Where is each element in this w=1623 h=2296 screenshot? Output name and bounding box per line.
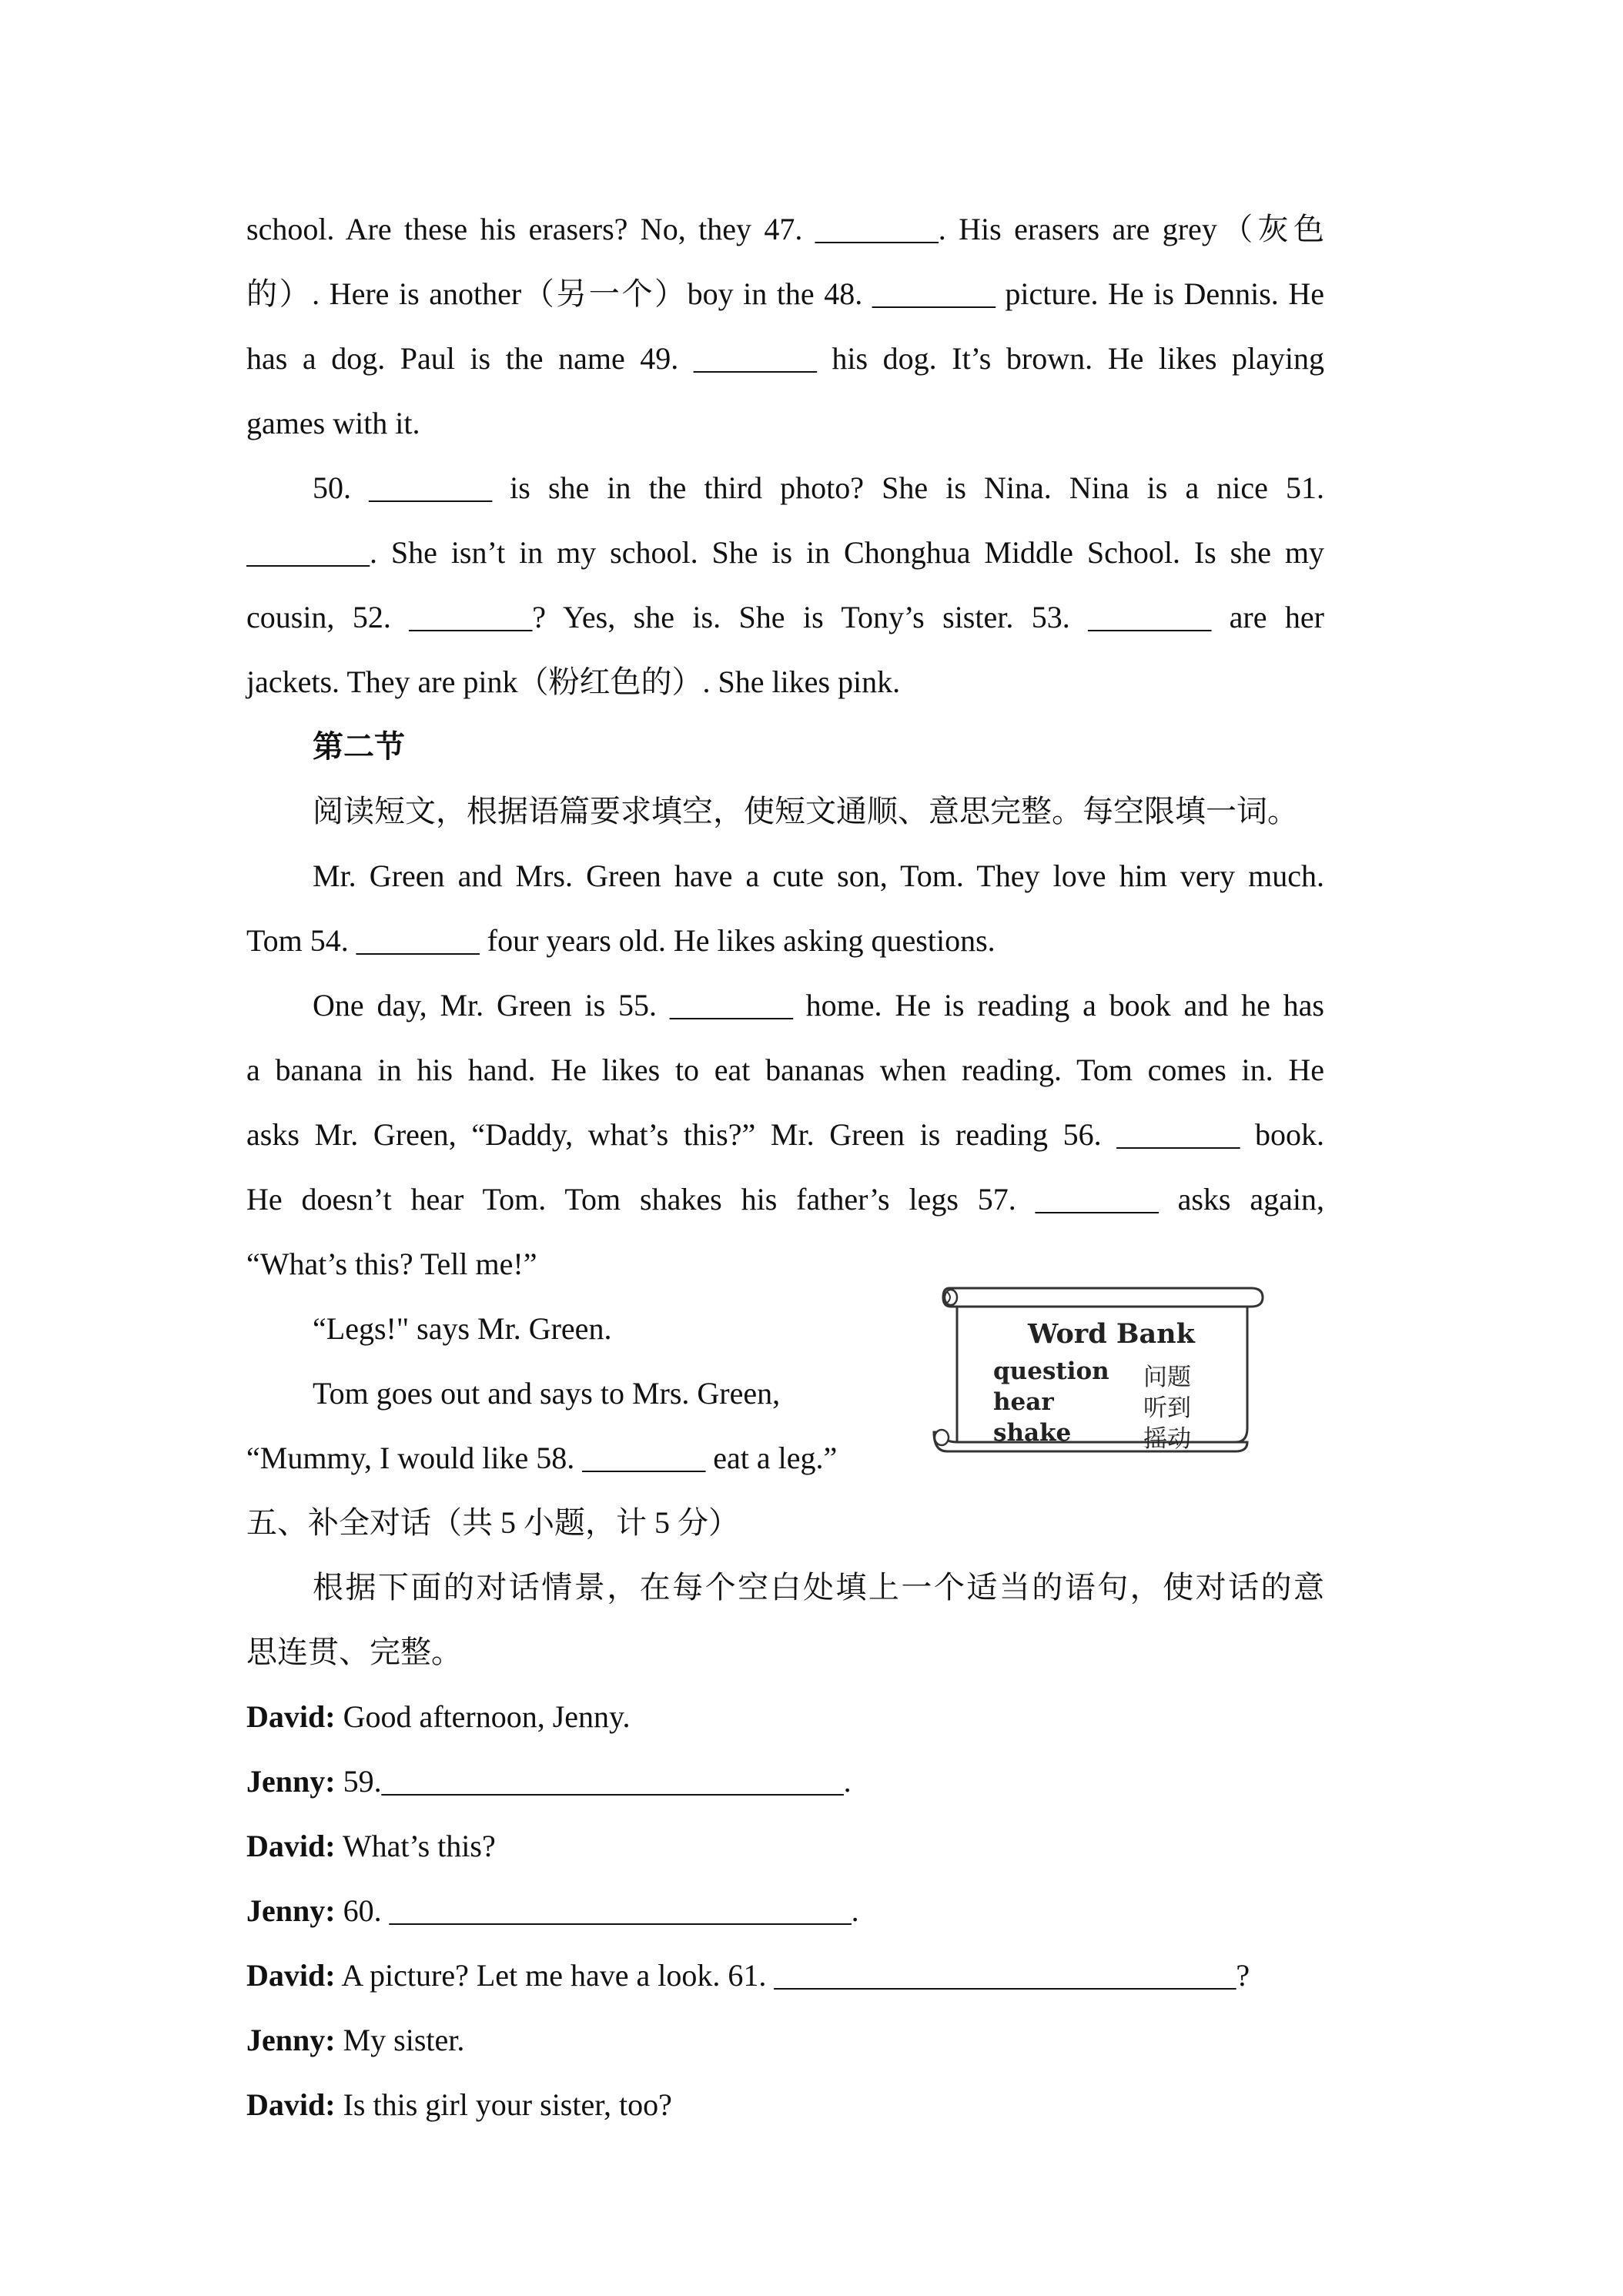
word-bank-scroll <box>928 1274 1270 1467</box>
section-heading: 第二节 <box>313 729 405 764</box>
speaker-name: David: <box>246 2087 336 2122</box>
dialogue-line <box>246 1826 1324 1866</box>
paragraph-line: school. Are these his erasers? No, they 47. ________. His erasers are grey（灰色 <box>246 212 1324 246</box>
dialogue-line <box>246 1697 1324 1737</box>
word-bank-translation: 问题 <box>1143 1364 1191 1391</box>
dialogue-text: My sister. <box>335 2023 465 2057</box>
paragraph-line: cousin, 52. ________? Yes, she is. She is Tony’s sister. 53. ________ are her <box>246 600 1324 634</box>
paragraph-line: Tom goes out and says to Mrs. Green, <box>313 1376 781 1411</box>
paragraph-line: a banana in his hand. He likes to eat bananas when reading. Tom comes in. He <box>246 1053 1324 1087</box>
word-bank-term: question <box>993 1357 1109 1385</box>
paragraph-line: asks Mr. Green, “Daddy, what’s this?” Mr. Green is reading 56. ________ book. <box>246 1117 1324 1152</box>
dialogue-line <box>246 1762 1324 1802</box>
paragraph-line: Mr. Green and Mrs. Green have a cute son, Tom. They love him very much. <box>313 858 1324 893</box>
dialogue-line <box>246 2020 1324 2060</box>
paragraph-line: 的）. Here is another（另一个）boy in the 48. ________ picture. He is Dennis. He <box>246 276 1324 311</box>
paragraph-line: He doesn’t hear Tom. Tom shakes his father’s legs 57. ________ asks again, <box>246 1182 1324 1217</box>
part-instruction: 思连贯、完整。 <box>246 1635 462 1669</box>
paragraph-line: games with it. <box>246 406 420 440</box>
speaker-name: David: <box>246 1958 336 1993</box>
dialogue-text: A picture? Let me have a look. 61. ______________________________? <box>335 1958 1250 1993</box>
word-bank-translation: 听到 <box>1143 1394 1191 1422</box>
word-bank-title: Word Bank <box>1028 1318 1195 1350</box>
speaker-name: Jenny: <box>246 2023 336 2057</box>
speaker-name: David: <box>246 1829 336 1863</box>
dialogue-text: Good afternoon, Jenny. <box>335 1699 631 1734</box>
paragraph-line: “Mummy, I would like 58. ________ eat a leg.” <box>246 1441 838 1475</box>
dialogue-text: 60. ______________________________. <box>335 1893 859 1928</box>
paragraph-line: jackets. They are pink（粉红色的）. She likes pink. <box>246 664 901 699</box>
word-bank-term: shake <box>993 1419 1072 1447</box>
speaker-name: Jenny: <box>246 1764 336 1799</box>
section-instruction: 阅读短文，根据语篇要求填空，使短文通顺、意思完整。每空限填一词。 <box>313 794 1298 828</box>
paragraph-line: 50. ________ is she in the third photo? She is Nina. Nina is a nice 51. <box>313 470 1324 505</box>
dialogue-line <box>246 1956 1324 1996</box>
dialogue-line <box>246 1891 1324 1931</box>
part-heading: 五、补全对话（共 5 小题，计 5 分） <box>246 1505 739 1540</box>
paragraph-line: has a dog. Paul is the name 49. ________ his dog. It’s brown. He likes playing <box>246 341 1324 376</box>
dialogue-text: 59.______________________________. <box>335 1764 852 1799</box>
speaker-name: David: <box>246 1699 336 1734</box>
dialogue-line <box>246 2085 1324 2125</box>
paragraph-line: “Legs!" says Mr. Green. <box>313 1311 612 1346</box>
part-instruction: 根据下面的对话情景，在每个空白处填上一个适当的语句，使对话的意 <box>313 1570 1324 1605</box>
paragraph-line: ________. She isn’t in my school. She is in Chonghua Middle School. Is she my <box>246 535 1324 570</box>
dialogue-text: Is this girl your sister, too? <box>335 2087 672 2122</box>
paragraph-line: One day, Mr. Green is 55. ________ home. He is reading a book and he has <box>313 988 1324 1022</box>
paragraph-line: Tom 54. ________ four years old. He likes asking questions. <box>246 923 996 958</box>
paragraph-line: “What’s this? Tell me!” <box>246 1247 537 1281</box>
word-bank-term: hear <box>993 1388 1054 1416</box>
dialogue-text: What’s this? <box>335 1829 496 1863</box>
speaker-name: Jenny: <box>246 1893 336 1928</box>
word-bank-translation: 摇动 <box>1143 1425 1191 1453</box>
